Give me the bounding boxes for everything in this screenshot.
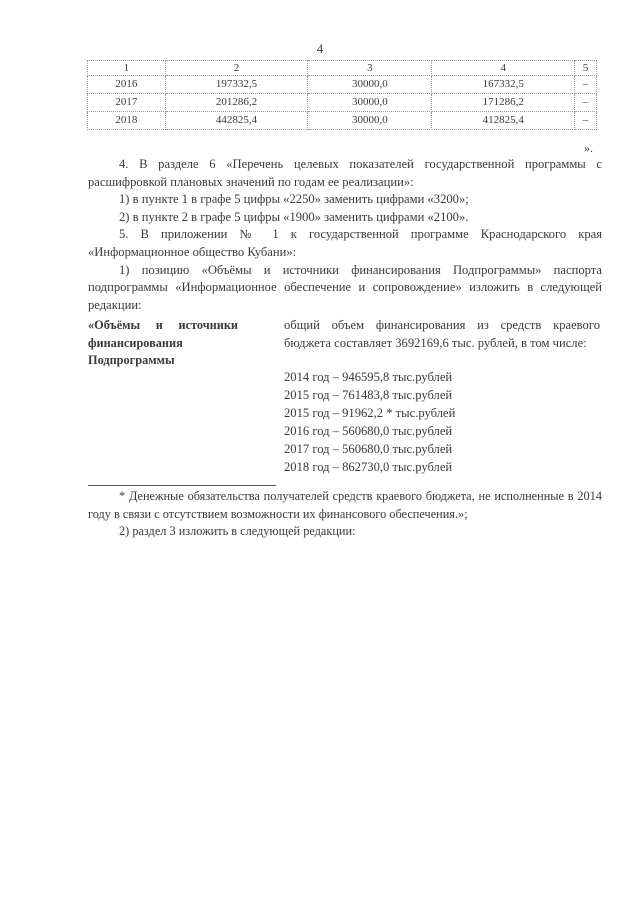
table-row <box>88 76 597 94</box>
paragraph: 2) в пункте 2 в графе 5 цифры «1900» заменить цифрами «2100». <box>119 209 469 224</box>
table-header-row <box>88 61 597 76</box>
table-closing-quote: ». <box>584 141 593 155</box>
table-cell: 171286,2 <box>432 94 575 112</box>
amendment-text <box>88 156 602 314</box>
table-cell: 412825,4 <box>432 112 575 130</box>
paragraph: 1) позицию «Объёмы и источники финансирования Подпрограммы» паспорта подпрограммы «Информационное обеспечение и сопровождение» изложить в следующей редакции: <box>88 262 602 312</box>
table-row <box>88 94 597 112</box>
table-cell: 201286,2 <box>165 94 308 112</box>
table-cell: – <box>575 76 597 94</box>
closing-paragraph: 2) раздел 3 изложить в следующей редакции: <box>119 524 356 539</box>
table-header-cell: 1 <box>88 61 166 76</box>
table-header-cell: 3 <box>308 61 432 76</box>
footnote-text: * Денежные обязательства получателей средств краевого бюджета, не исполненные в 2014 году в связи с отсутствием возможности их финансового обеспечения.»; <box>88 489 602 521</box>
paragraph: 4. В разделе 6 «Перечень целевых показателей государственной программы с расшифровкой плановых значений по годам ее реализации»: <box>88 157 602 189</box>
footnote-block <box>88 488 602 541</box>
passport-description: общий объем финансирования из средств краевого бюджета составляет 3692169,6 тыс. рублей, в том числе: <box>284 318 600 350</box>
table-header-cell: 4 <box>432 61 575 76</box>
passport-heading: «Объёмы и источники финансирования Подпрограммы <box>88 318 238 368</box>
year-item: 2015 год – 91962,2 * тыс.рублей <box>284 406 456 420</box>
table-cell: 30000,0 <box>308 94 432 112</box>
paragraph: 5. В приложении № 1 к государственной программе Краснодарского края «Информационное общество Кубани»: <box>88 227 602 259</box>
year-item: 2017 год – 560680,0 тыс.рублей <box>284 442 453 456</box>
table-header-cell: 5 <box>575 61 597 76</box>
table-cell: 2018 <box>88 112 166 130</box>
table-cell: 30000,0 <box>308 112 432 130</box>
table-cell: – <box>575 94 597 112</box>
year-item: 2018 год – 862730,0 тыс.рублей <box>284 460 453 474</box>
table-cell: 167332,5 <box>432 76 575 94</box>
year-list <box>284 368 455 476</box>
table-cell: 2017 <box>88 94 166 112</box>
table-cell: – <box>575 112 597 130</box>
page-number: 4 <box>316 41 324 56</box>
table-cell: 197332,5 <box>165 76 308 94</box>
paragraph: 1) в пункте 1 в графе 5 цифры «2250» заменить цифрами «3200»; <box>119 192 469 207</box>
table-cell: 30000,0 <box>308 76 432 94</box>
table-cell: 442825,4 <box>165 112 308 130</box>
financing-table <box>87 60 597 130</box>
table-row <box>88 112 597 130</box>
year-item: 2015 год – 761483,8 тыс.рублей <box>284 388 453 402</box>
table-cell: 2016 <box>88 76 166 94</box>
footnote-divider <box>88 485 276 486</box>
table-header-cell: 2 <box>165 61 308 76</box>
year-item: 2016 год – 560680,0 тыс.рублей <box>284 424 453 438</box>
year-item: 2014 год – 946595,8 тыс.рублей <box>284 370 453 384</box>
